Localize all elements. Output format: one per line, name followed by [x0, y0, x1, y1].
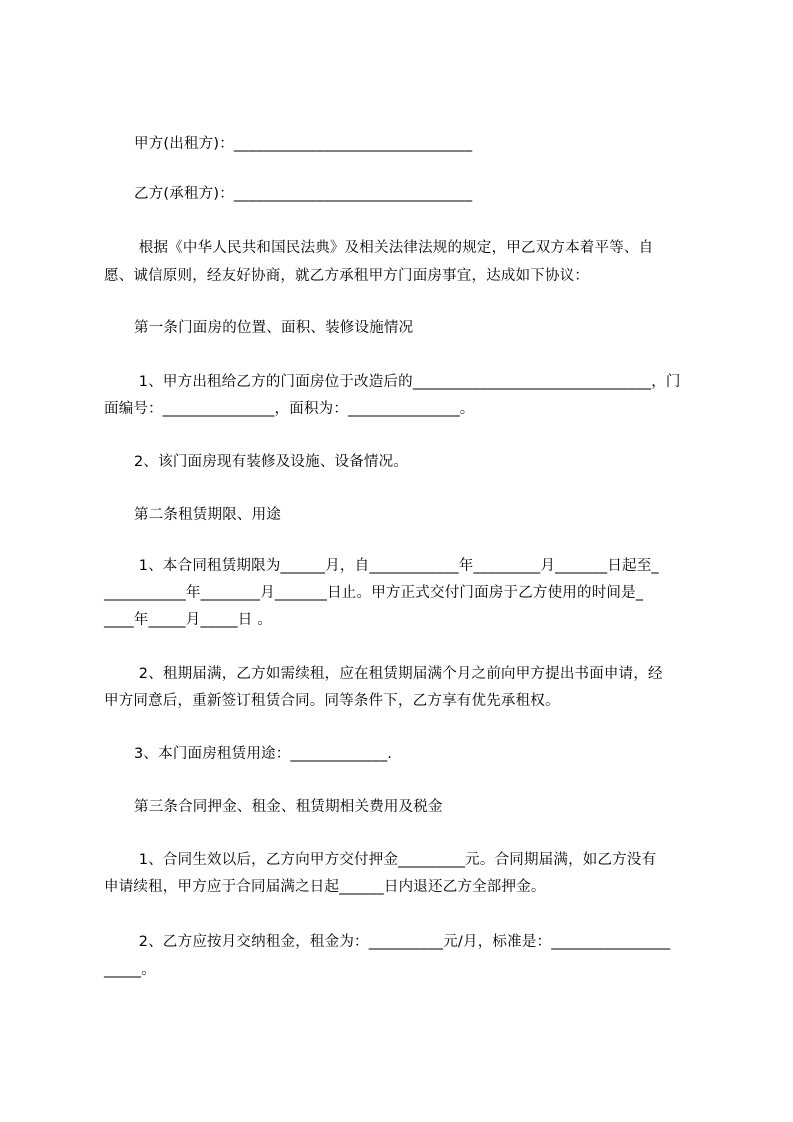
intro-line-1: 根据《中华人民共和国民法典》及相关法律法规的规定，甲乙双方本着平等、自 [134, 240, 654, 256]
party-b-line: 乙方(承租方)：________________________________ [134, 186, 473, 202]
article-2-item-2-line-1: 2、租期届满，乙方如需续租，应在租赁期届满个月之前向甲方提出书面申请，经 [134, 666, 663, 682]
article-2-item-3: 3、本门面房租赁用途：_____________. [134, 746, 393, 762]
article-2-item-1-line-2: ___________年________月_______日止。甲方正式交付门面房于乙方使用的时间是_ [104, 585, 644, 601]
article-1-heading: 第一条门面房的位置、面积、装修设施情况 [134, 320, 414, 336]
article-1-item-1-line-2: 面编号：_______________，面积为：_______________。 [104, 401, 475, 417]
article-1-item-1-line-1: 1、甲方出租给乙方的门面房位于改造后的________________________________，门 [134, 374, 681, 390]
article-2-heading: 第二条租赁期限、用途 [134, 507, 281, 523]
article-2-item-2-line-2: 甲方同意后，重新签订租赁合同。同等条件下，乙方享有优先承租权。 [104, 693, 560, 709]
intro-line-2: 愿、诚信原则，经友好协商，就乙方承租甲方门面房事宜，达成如下协议： [104, 268, 590, 284]
article-3-heading: 第三条合同押金、租金、租赁期相关费用及税金 [134, 799, 443, 815]
article-2-item-1-line-1: 1、本合同租赁期限为______月，自____________年_________月_______日起至_ [134, 558, 659, 574]
article-2-item-1-line-3: ____年_____月_____日 。 [104, 612, 272, 628]
article-3-item-1-line-2: 申请续租，甲方应于合同届满之日起______日内退还乙方全部押金。 [104, 879, 546, 895]
article-1-item-2: 2、该门面房现有装修及设施、设备情况。 [134, 454, 409, 470]
article-3-item-2-line-2: _____。 [104, 962, 156, 978]
article-3-item-2-line-1: 2、乙方应按月交纳租金，租金为：__________元/月，标准是：________________ [134, 934, 671, 950]
article-3-item-1-line-1: 1、合同生效以后，乙方向甲方交付押金_________元。合同期届满，如乙方没有 [134, 852, 657, 868]
party-a-line: 甲方(出租方)：________________________________ [134, 136, 473, 152]
